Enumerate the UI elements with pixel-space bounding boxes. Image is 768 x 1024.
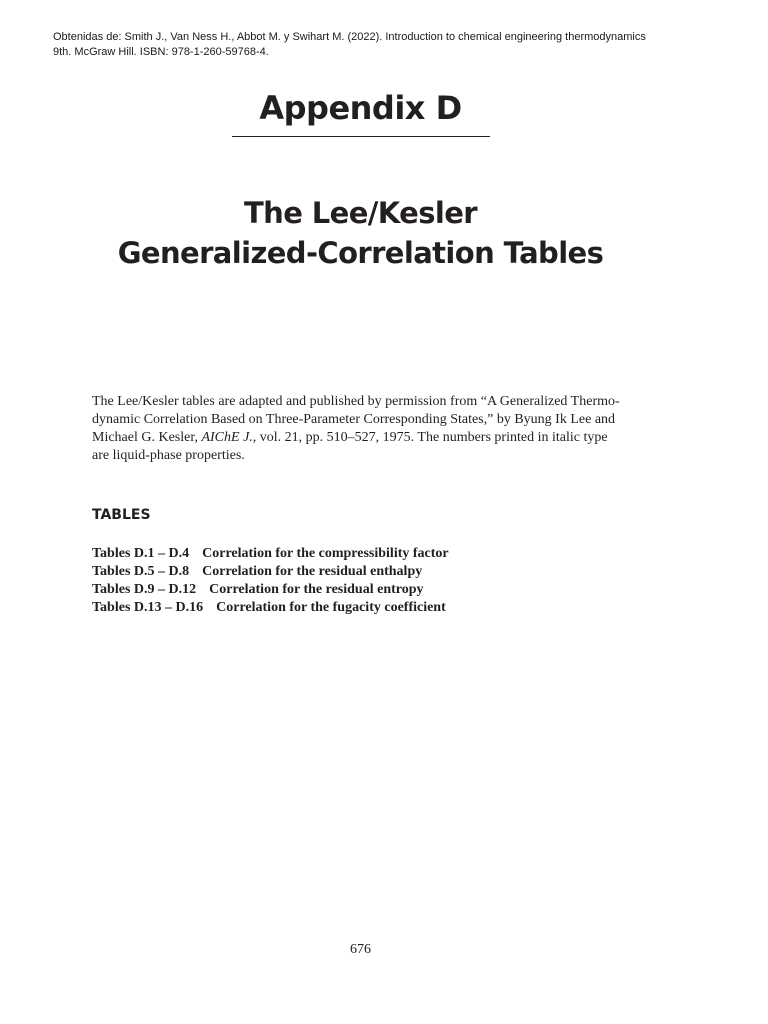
intro-paragraph — [92, 393, 652, 465]
intro-line: The Lee/Kesler tables are adapted and published by permission from “A Generalized Thermo- — [92, 394, 620, 409]
chapter-title — [0, 193, 721, 273]
list-item — [92, 545, 449, 563]
journal-name: AIChE J., — [201, 430, 257, 445]
appendix-title: Appendix D — [259, 89, 462, 127]
table-description: Correlation for the residual entropy — [209, 582, 424, 597]
intro-line: dynamic Correlation Based on Three-Parameter Corresponding States,” by Byung Ik Lee and — [92, 412, 616, 427]
chapter-title-line: Generalized-Correlation Tables — [117, 236, 604, 270]
table-range: Tables D.9 – D.12 — [92, 582, 197, 597]
table-range: Tables D.13 – D.16 — [92, 600, 204, 615]
chapter-title-line: The Lee/Kesler — [243, 196, 477, 230]
table-description: Correlation for the residual enthalpy — [202, 564, 423, 579]
tables-list — [92, 545, 449, 617]
source-note-line: Obtenidas de: Smith J., Van Ness H., Abbot M. y Swihart M. (2022). Introduction to chemical engineering thermodynamics — [53, 31, 646, 43]
intro-text: vol. 21, pp. 510–527, 1975. The numbers printed in italic type — [256, 430, 608, 445]
table-description: Correlation for the fugacity coefficient — [216, 600, 446, 615]
source-note-line: 9th. McGraw Hill. ISBN: 978-1-260-59768-4. — [53, 46, 269, 58]
source-note — [53, 30, 733, 60]
table-range: Tables D.1 – D.4 — [92, 546, 190, 561]
table-description: Correlation for the compressibility factor — [202, 546, 449, 561]
list-item — [92, 581, 449, 599]
intro-line: are liquid-phase properties. — [92, 448, 245, 463]
intro-text: Michael G. Kesler, — [92, 430, 202, 445]
table-range: Tables D.5 – D.8 — [92, 564, 190, 579]
title-rule — [232, 136, 490, 137]
list-item — [92, 563, 449, 581]
tables-heading: TABLES — [92, 507, 151, 523]
intro-line — [92, 429, 652, 447]
page-number: 676 — [350, 942, 371, 957]
list-item — [92, 599, 449, 617]
